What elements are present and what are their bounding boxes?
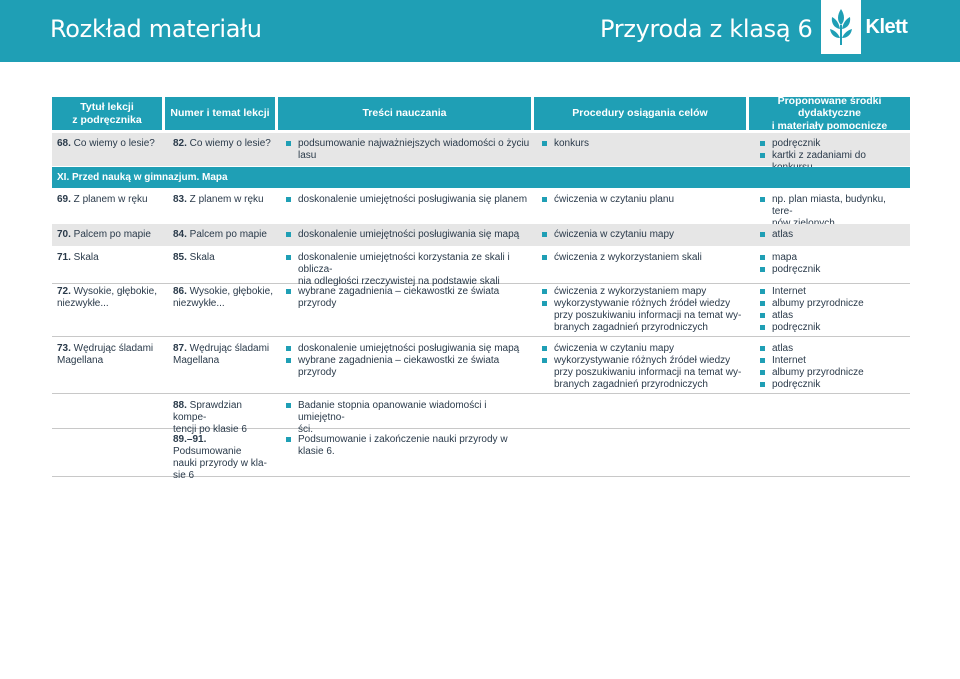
materials-cell <box>759 343 909 391</box>
content-cell <box>285 138 533 162</box>
list-item: albumy przyrodnicze <box>759 367 909 379</box>
list-item: atlas <box>759 229 909 241</box>
table-row <box>52 133 910 166</box>
list-item: doskonalenie umiejętności posługiwania się mapą <box>285 343 533 355</box>
column-header-content: Treści nauczania <box>278 97 531 130</box>
content-cell <box>285 343 533 379</box>
section-header: XI. Przed nauką w gimnazjum. Mapa <box>52 167 910 188</box>
table-row <box>52 247 910 287</box>
list-item: ćwiczenia z wykorzystaniem mapy <box>541 286 751 298</box>
list-item: podręcznik <box>759 264 909 276</box>
list-item: wykorzystywanie różnych źródeł wiedzy przy poszukiwaniu informacji na temat wy- branych zagadnień przyrodniczych <box>541 298 751 334</box>
table-row <box>52 189 910 226</box>
table-row <box>52 338 910 394</box>
list-item: Podsumowanie i zakończenie nauki przyrody w klasie 6. <box>285 434 533 458</box>
list-item: ćwiczenia w czytaniu mapy <box>541 343 751 355</box>
list-item: konkurs <box>541 138 751 150</box>
list-item: doskonalenie umiejętności korzystania ze skali i oblicza- nia odległości rzeczywistej na podstawie skali <box>285 252 533 288</box>
list-item: ćwiczenia z wykorzystaniem skali <box>541 252 751 264</box>
lesson-number-cell: 88. Sprawdzian kompe- tencji po klasie 6 <box>173 400 247 435</box>
list-item: Internet <box>759 286 909 298</box>
lesson-title-cell: 72. Wysokie, głębokie, niezwykłe... <box>57 286 157 309</box>
lesson-title-cell: 70. Palcem po mapie <box>57 229 151 240</box>
table-row <box>52 429 910 481</box>
lesson-title-cell: 69. Z planem w ręku <box>57 194 148 205</box>
subject-title: Przyroda z klasą 6 <box>600 15 813 43</box>
list-item: mapa <box>759 252 909 264</box>
document-title: Rozkład materiału <box>50 15 262 43</box>
lesson-number-cell: 89.–91. Podsumowanie nauki przyrody w kla- sie 6 <box>173 434 267 481</box>
list-item: wybrane zagadnienia – ciekawostki ze świata przyrody <box>285 286 533 310</box>
column-header-materials: Proponowane środki dydaktyczne i materiały pomocnicze <box>749 97 910 130</box>
list-item: Internet <box>759 355 909 367</box>
column-header-lesson-title: Tytuł lekcji z podręcznika <box>52 97 162 130</box>
table-header <box>52 97 910 130</box>
procedures-cell <box>541 252 751 264</box>
list-item: wykorzystywanie różnych źródeł wiedzy przy poszukiwaniu informacji na temat wy- branych zagadnień przyrodniczych <box>541 355 751 391</box>
list-item: podręcznik <box>759 322 909 334</box>
table-row <box>52 224 910 246</box>
lesson-number-cell: 86. Wysokie, głębokie, niezwykłe... <box>173 286 273 309</box>
lesson-number-cell: 84. Palcem po mapie <box>173 229 267 240</box>
list-item: atlas <box>759 310 909 322</box>
brand-name: Klett <box>861 0 912 54</box>
lesson-title-cell: 73. Wędrując śladami Magellana <box>57 343 154 366</box>
procedures-cell <box>541 286 751 334</box>
publisher-logo <box>821 0 912 54</box>
lesson-number-cell: 82. Co wiemy o lesie? <box>173 138 271 149</box>
table-row <box>52 281 910 337</box>
procedures-cell <box>541 194 751 206</box>
list-item: albumy przyrodnicze <box>759 298 909 310</box>
list-item: ćwiczenia w czytaniu mapy <box>541 229 751 241</box>
content-cell <box>285 194 533 206</box>
list-item: Badanie stopnia opanowanie wiadomości i umiejętno- ści. <box>285 400 533 436</box>
materials-cell <box>759 286 909 334</box>
list-item: kartki z zadaniami do <box>759 150 909 174</box>
table-row <box>52 395 910 435</box>
procedures-cell <box>541 229 751 241</box>
lesson-number-cell: 87. Wędrując śladami Magellana <box>173 343 270 366</box>
list-item: doskonalenie umiejętności posługiwania się planem <box>285 194 533 206</box>
content-cell <box>285 229 533 241</box>
procedures-cell <box>541 138 751 150</box>
lesson-title-cell: 68. Co wiemy o lesie? <box>57 138 155 149</box>
content-cell <box>285 286 533 310</box>
page-header <box>0 0 960 62</box>
column-header-lesson-number: Numer i temat lekcji <box>165 97 275 130</box>
list-item: np. plan miasta, budynku, tere- <box>759 194 909 230</box>
content-cell <box>285 434 533 458</box>
list-item: podręcznik <box>759 138 909 150</box>
column-header-procedures: Procedury osiągania celów <box>534 97 746 130</box>
lesson-number-cell: 85. Skala <box>173 252 215 263</box>
lesson-number-cell: 83. Z planem w ręku <box>173 194 264 205</box>
klett-leaf-icon <box>821 0 861 54</box>
list-item: podsumowanie najważniejszych wiadomości o życiu lasu <box>285 138 533 162</box>
list-item: ćwiczenia w czytaniu planu <box>541 194 751 206</box>
list-item: doskonalenie umiejętności posługiwania się mapą <box>285 229 533 241</box>
list-item: wybrane zagadnienia – ciekawostki ze świata przyrody <box>285 355 533 379</box>
lesson-title-cell: 71. Skala <box>57 252 99 263</box>
materials-cell <box>759 252 909 276</box>
procedures-cell <box>541 343 751 391</box>
materials-cell <box>759 229 909 241</box>
list-item: atlas <box>759 343 909 355</box>
list-item: podręcznik <box>759 379 909 391</box>
